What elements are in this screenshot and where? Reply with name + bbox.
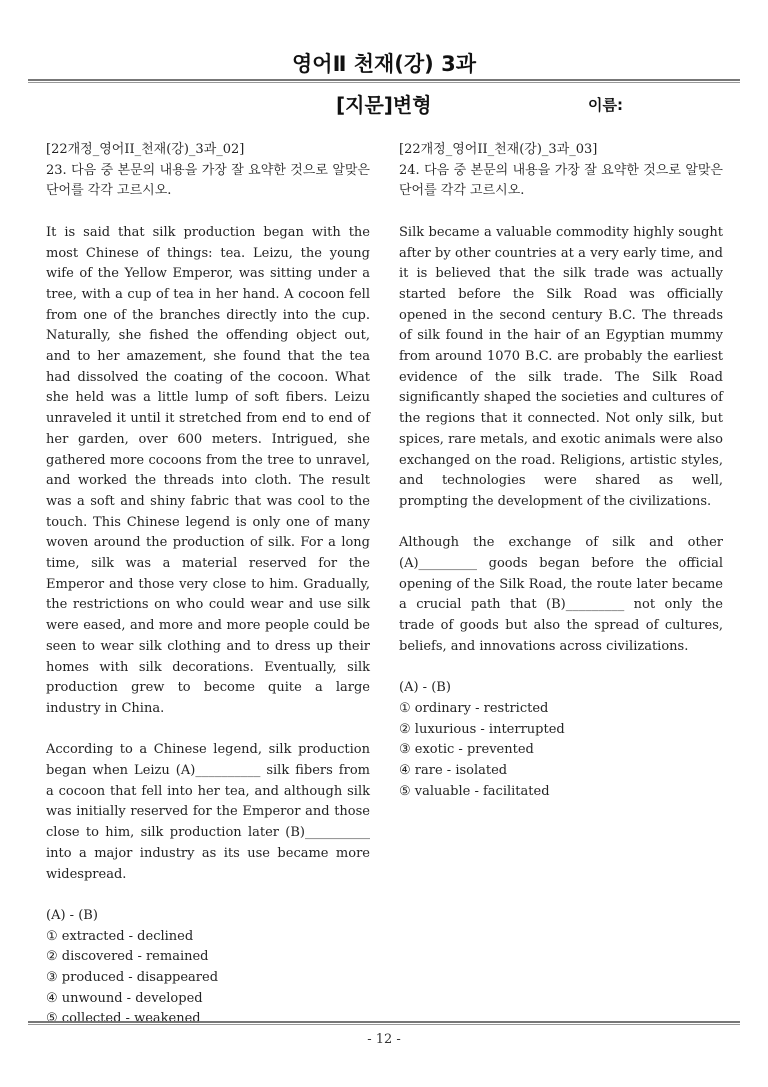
reading-passage: Silk became a valuable commodity highly sought after by other countries at a very early time, and it is believed that the silk trade was actually started before the Silk Road was officially opened in the second century B.C. The threads of silk found in the hair of an Egyptian mummy from around 1070 B.C. are probably the earliest evidence of the silk trade. The Silk Road significantly shaped the societies and cultures of the regions that it connected. Not only silk, but spices, rare metals, and exotic animals were also exchanged on the road. Religions, artistic styles, and technologies were shared as well, prompting the development of the civilizations.	[399, 224, 723, 509]
question-prompt: 23. 다음 중 본문의 내용을 가장 잘 요약한 것으로 알맞은 단어를 각각 고르시오.	[46, 162, 370, 199]
summary-sentence: According to a Chinese legend, silk production began when Leizu (A)__________ silk fibers from a cocoon that fell into her tea, and although silk was initially reserved for the Emperor and those close to him, silk production later (B)__________ into a major industry as its use became more widespread.	[46, 742, 370, 882]
question-prompt: 24. 다음 중 본문의 내용을 가장 잘 요약한 것으로 알맞은 단어를 각각 고르시오.	[399, 162, 723, 199]
footer-divider	[28, 1021, 740, 1025]
answer-option-5[interactable]: ⑤ valuable - facilitated	[399, 783, 550, 799]
answer-header: (A) - (B)	[399, 680, 451, 696]
question-23-column	[46, 140, 370, 1030]
answer-option-4[interactable]: ④ unwound - developed	[46, 990, 203, 1006]
question-source: [22개정_영어II_천재(강)_3과_02]	[46, 142, 245, 157]
header-divider	[28, 79, 740, 83]
answer-option-1[interactable]: ① ordinary - restricted	[399, 700, 549, 716]
page-title: 영어Ⅱ 천재(강) 3과	[292, 52, 476, 76]
answer-option-3[interactable]: ③ exotic - prevented	[399, 742, 534, 758]
reading-passage: It is said that silk production began with the most Chinese of things: tea. Leizu, the young wife of the Yellow Emperor, was sitting under a tree, with a cup of tea in her hand. A cocoon fell from one of the branches directly into the cup. Naturally, she fished the offending object out, and to her amazement, she found that the tea had dissolved the coating of the cocoon. What she held was a little lump of soft fibers. Leizu unraveled it until it stretched from end to end of her garden, over 600 meters. Intrigued, she gathered more cocoons from the tree to unravel, and worked the threads into cloth. The result was a soft and shiny fabric that was cool to the touch. This Chinese legend is only one of many woven around the production of silk. For a long time, silk was a material reserved for the Emperor and those very close to him. Gradually, the restrictions on who could wear and use silk were eased, and more and more people could be seen to wear silk clothing and to dress up their homes with silk decorations. Eventually, silk production grew to become quite a large industry in China.	[46, 224, 370, 716]
name-label: 이름:	[588, 96, 623, 114]
answer-option-2[interactable]: ② discovered - remained	[46, 949, 209, 965]
summary-sentence: Although the exchange of silk and other (A)_________ goods began before the official opening of the Silk Road, the route later became a crucial path that (B)_________ not only the trade of goods but also the spread of cultures, beliefs, and innovations across civilizations.	[399, 535, 723, 654]
answer-option-3[interactable]: ③ produced - disappeared	[46, 970, 219, 986]
page-subtitle: [지문]변형	[336, 93, 432, 117]
answer-option-4[interactable]: ④ rare - isolated	[399, 763, 508, 779]
answer-header: (A) - (B)	[46, 907, 98, 923]
question-24-column	[399, 140, 723, 802]
question-source: [22개정_영어II_천재(강)_3과_03]	[399, 142, 598, 157]
page-number: - 12 -	[367, 1032, 401, 1047]
answer-option-2[interactable]: ② luxurious - interrupted	[399, 721, 565, 737]
answer-option-5[interactable]: ⑤ collected - weakened	[46, 1011, 201, 1027]
answer-option-1[interactable]: ① extracted - declined	[46, 928, 194, 944]
